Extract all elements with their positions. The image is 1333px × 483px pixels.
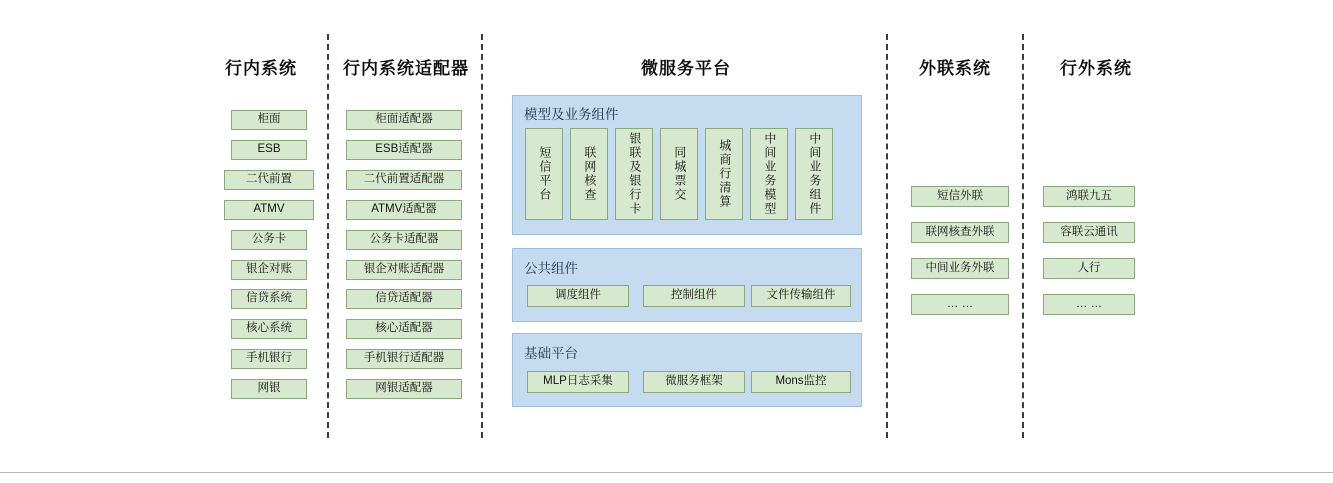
separator-2	[481, 34, 483, 438]
list-item[interactable]: 核心系统	[231, 319, 307, 339]
list-item[interactable]: ATMV	[224, 200, 314, 220]
list-item[interactable]: 文件传输组件	[751, 285, 851, 307]
column-title-microservice: 微服务平台	[641, 59, 731, 78]
list-item[interactable]: 容联云通讯	[1043, 222, 1135, 243]
list-item[interactable]: ATMV适配器	[346, 200, 462, 220]
panel-title-model-business-components: 模型及业务组件	[524, 107, 619, 122]
column-title-in-bank-adapter: 行内系统适配器	[343, 59, 469, 78]
list-item[interactable]: 信贷系统	[231, 289, 307, 309]
list-item[interactable]: 公务卡	[231, 230, 307, 250]
list-item[interactable]: 联网核查外联	[911, 222, 1009, 243]
bottom-divider	[0, 472, 1333, 473]
list-item-label: 短信平台	[537, 146, 552, 202]
list-item[interactable]	[570, 128, 608, 220]
list-item[interactable]: ESB适配器	[346, 140, 462, 160]
list-item[interactable]: … …	[911, 294, 1009, 315]
list-item[interactable]: 公务卡适配器	[346, 230, 462, 250]
list-item[interactable]: 中间业务外联	[911, 258, 1009, 279]
list-item-label: 同城票交	[672, 146, 687, 202]
list-item[interactable]: 信贷适配器	[346, 289, 462, 309]
list-item[interactable]: 二代前置适配器	[346, 170, 462, 190]
list-item[interactable]: … …	[1043, 294, 1135, 315]
list-item-label: 城商行清算	[717, 139, 732, 209]
list-item[interactable]	[660, 128, 698, 220]
list-item[interactable]: 微服务框架	[643, 371, 745, 393]
list-item[interactable]: Mons监控	[751, 371, 851, 393]
separator-3	[886, 34, 888, 438]
list-item[interactable]: 调度组件	[527, 285, 629, 307]
list-item[interactable]: 二代前置	[224, 170, 314, 190]
panel-title-public-components: 公共组件	[524, 261, 578, 276]
list-item[interactable]	[615, 128, 653, 220]
list-item[interactable]	[525, 128, 563, 220]
column-title-external-link: 外联系统	[919, 59, 991, 78]
panel-title-base-platform: 基础平台	[524, 346, 578, 361]
list-item-label: 中间业务模型	[762, 132, 777, 216]
list-item[interactable]: 人行	[1043, 258, 1135, 279]
list-item-label: 银联及银行卡	[627, 132, 642, 216]
list-item-label: 联网核查	[582, 146, 597, 202]
list-item[interactable]: 鸿联九五	[1043, 186, 1135, 207]
list-item[interactable]: 网银	[231, 379, 307, 399]
list-item[interactable]: 手机银行	[231, 349, 307, 369]
list-item[interactable]	[750, 128, 788, 220]
list-item[interactable]: 银企对账	[231, 260, 307, 280]
column-title-outside-bank: 行外系统	[1060, 59, 1132, 78]
list-item[interactable]: 银企对账适配器	[346, 260, 462, 280]
list-item[interactable]: 控制组件	[643, 285, 745, 307]
list-item[interactable]: 柜面适配器	[346, 110, 462, 130]
list-item[interactable]	[795, 128, 833, 220]
list-item[interactable]	[705, 128, 743, 220]
list-item[interactable]: 手机银行适配器	[346, 349, 462, 369]
list-item[interactable]: 核心适配器	[346, 319, 462, 339]
separator-1	[327, 34, 329, 438]
list-item[interactable]: 网银适配器	[346, 379, 462, 399]
list-item-label: 中间业务组件	[807, 132, 822, 216]
list-item[interactable]: 短信外联	[911, 186, 1009, 207]
list-item[interactable]: ESB	[231, 140, 307, 160]
list-item[interactable]: 柜面	[231, 110, 307, 130]
list-item[interactable]: MLP日志采集	[527, 371, 629, 393]
column-title-in-bank: 行内系统	[225, 59, 297, 78]
separator-4	[1022, 34, 1024, 438]
